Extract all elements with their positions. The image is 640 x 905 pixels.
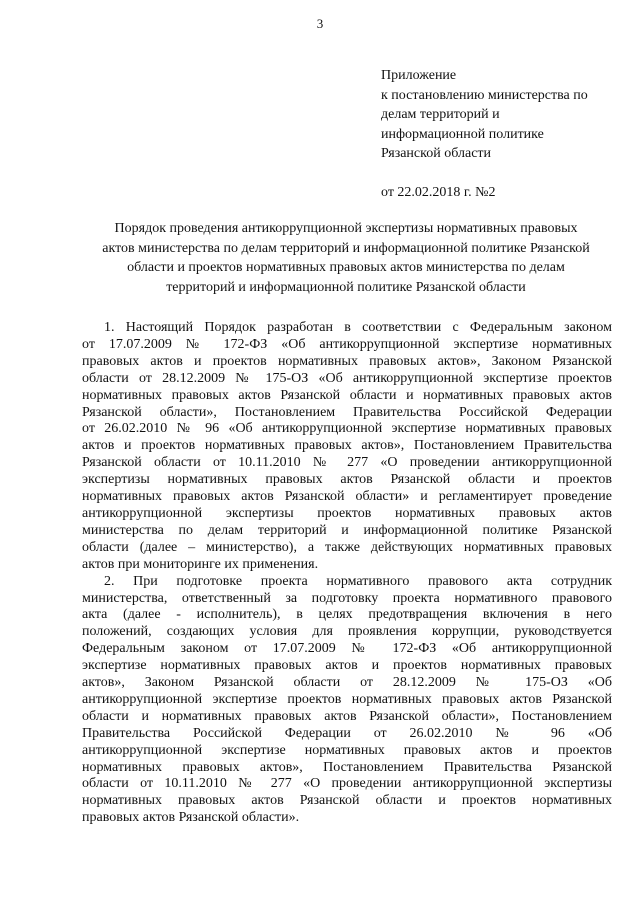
text-line: министерства, ответственный за подготовку проекта нормативного правового xyxy=(82,590,612,606)
appendix-line: информационной политике xyxy=(381,126,544,142)
text-line: от 17.07.2009 № 172-ФЗ «Об антикоррупционной экспертизе нормативных xyxy=(82,336,612,352)
text-line: правовых актов и проектов нормативных правовых актов», Законом Рязанской xyxy=(82,353,612,369)
paragraph-2 xyxy=(82,574,612,828)
text-line: области от 28.12.2009 № 175-ОЗ «Об антикоррупционной экспертизе проектов xyxy=(82,370,612,386)
text-line: антикоррупционной экспертизе проектов нормативных правовых актов Рязанской xyxy=(82,691,612,707)
text-line: 2. При подготовке проекта нормативного правового акта сотрудник xyxy=(104,573,612,589)
text-line: антикоррупционной экспертизе нормативных правовых актов и проектов xyxy=(82,742,612,758)
text-line: положений, создающих условия для проявления коррупции, руководствуется xyxy=(82,624,612,640)
document-title xyxy=(80,219,612,297)
appendix-line: Рязанской области xyxy=(381,146,492,161)
title-line: области и проектов нормативных правовых актов министерства по делам xyxy=(127,260,565,275)
text-line: Рязанской области», Постановлением Правительства Российской Федерации xyxy=(82,404,612,420)
text-line: антикоррупционной экспертизы проектов нормативных правовых актов xyxy=(82,505,612,521)
text-line: области от 10.11.2010 № 277 «О проведении антикоррупционной экспертизы xyxy=(82,776,612,792)
text-line: актов», Законом Рязанской области от 28.12.2009 № 175-ОЗ «Об xyxy=(82,675,612,691)
appendix-line: делам территорий и xyxy=(381,107,500,122)
text-line: нормативных правовых актов Рязанской области и проектов нормативных xyxy=(82,793,612,809)
text-line: нормативных правовых актов Рязанской области» и регламентирует проведение xyxy=(82,489,612,505)
text-line: актов при мониторинге их применения. xyxy=(82,556,319,572)
paragraph-1 xyxy=(82,320,612,574)
text-line: 1. Настоящий Порядок разработан в соответствии с Федеральным законом xyxy=(104,320,612,335)
text-line: от 26.02.2010 № 96 «Об антикоррупционной экспертизе нормативных правовых xyxy=(82,421,612,437)
text-line: акта (далее - исполнитель), в целях предотвращения включения в него xyxy=(82,607,612,623)
text-line: правовых актов Рязанской области». xyxy=(82,810,300,826)
text-line: области (далее – министерство), а также действующих нормативных правовых xyxy=(82,539,612,555)
text-line: экспертизы нормативных правовых актов Рязанской области и проектов xyxy=(82,472,612,488)
appendix-date: от 22.02.2018 г. №2 xyxy=(381,184,496,200)
text-line: области и нормативных правовых актов Рязанской области», Постановлением xyxy=(82,708,612,724)
text-line: нормативных правовых актов», Постановлением Правительства Рязанской xyxy=(82,759,612,775)
appendix-block xyxy=(381,66,631,202)
text-line: министерства по делам территорий и информационной политике Рязанской xyxy=(82,522,612,538)
appendix-line: Приложение xyxy=(381,68,457,83)
text-line: нормативных правовых актов Рязанской области и нормативных правовых актов xyxy=(82,387,612,403)
title-line: актов министерства по делам территорий и информационной политике Рязанской xyxy=(102,240,590,256)
text-line: актов и проектов нормативных правовых актов», Постановлением Правительства xyxy=(82,438,612,454)
title-line: территорий и информационной политике Рязанской области xyxy=(166,279,526,295)
appendix-line: к постановлению министерства по xyxy=(381,87,588,103)
text-line: Рязанской области от 10.11.2010 № 277 «О проведении антикоррупционной xyxy=(82,455,612,471)
text-line: Правительства Российской Федерации от 26.02.2010 № 96 «Об xyxy=(82,725,612,741)
title-line: Порядок проведения антикоррупционной экспертизы нормативных правовых xyxy=(114,221,578,236)
text-line: экспертизе нормативных правовых актов и проектов нормативных правовых xyxy=(82,658,612,674)
document-body xyxy=(82,320,612,827)
text-line: Федеральным законом от 17.07.2009 № 172-ФЗ «Об антикоррупционной xyxy=(82,641,612,657)
page-number: 3 xyxy=(316,16,324,31)
